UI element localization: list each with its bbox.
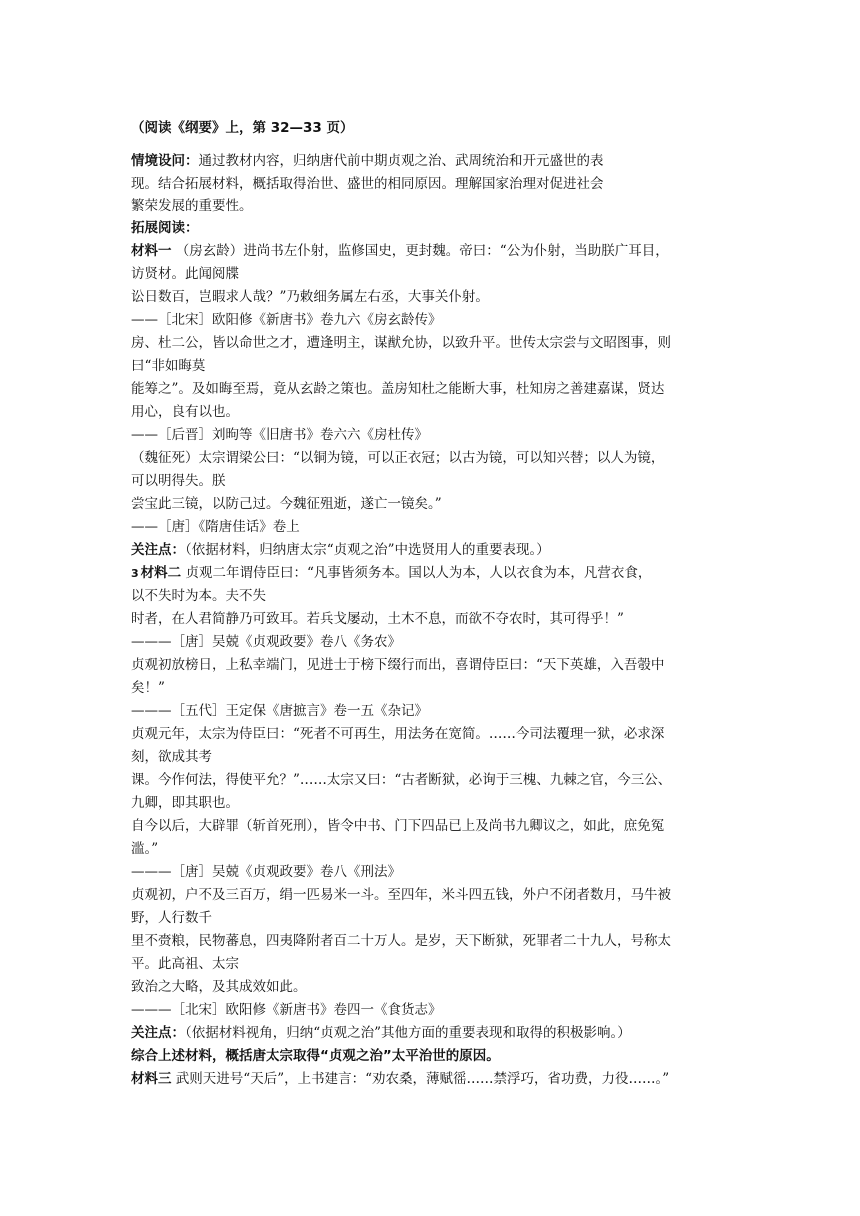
material1-source-1: ——［北宋］欧阳修《新唐书》卷九六《房玄龄传》 xyxy=(131,312,442,328)
material2-source-4: ———［北宋］欧阳修《新唐书》卷四一《食货志》 xyxy=(131,1002,442,1018)
material2-source-3: ———［唐］吴兢《贞观政要》卷八《刑法》 xyxy=(131,864,401,880)
material3-label: 材料三 xyxy=(131,1071,172,1087)
material2-line-8: 课。今作何法，得使平允？”……太宗又曰：“古者断狱，必询于三槐、九棘之官，今三公、 xyxy=(131,772,672,788)
material2-line-13: 野，人行数千 xyxy=(131,910,212,926)
material2-text-1: 贞观二年谓侍臣曰：“凡事皆须务本。国以人为本，人以衣食为本，凡营衣食， xyxy=(181,565,652,581)
material1-line-8: （魏征死）太宗谓梁公曰：“以铜为镜，可以正衣冠；以古为镜，可以知兴替；以人为镜， xyxy=(131,450,665,466)
material1-line-5: 曰“非如晦莫 xyxy=(131,358,206,374)
material1-line-6: 能筹之”。及如晦至焉，竟从玄龄之策也。盖房知杜之能断大事，杜知房之善建嘉谋，贤达 xyxy=(131,381,665,397)
material2-line-5: 矣！” xyxy=(131,680,165,696)
material2-label: 材料二 xyxy=(140,565,182,581)
material2-line-6: 贞观元年，太宗为侍臣曰：“死者不可再生，用法务在宽简。……今司法覆理一狱，必求深 xyxy=(131,726,665,742)
material1-line-4: 房、杜二公，皆以命世之才，遭逢明主，谋猷允协，以致升平。世传太宗尝与文昭图事，则 xyxy=(131,335,671,351)
material2-line-16: 致治之大略，及其成效如此。 xyxy=(131,979,307,995)
focus1-label: 关注点： xyxy=(131,542,185,558)
material2-line-9: 九卿，即其职也。 xyxy=(131,795,239,811)
summary-question: 综合上述材料，概括唐太宗取得“贞观之治”太平治世的原因。 xyxy=(131,1048,500,1064)
focus1-line xyxy=(131,540,550,560)
material2-line-12: 贞观初，户不及三百万，绢一匹易米一斗。至四年，米斗四五钱，外户不闭者数月，马牛被 xyxy=(131,887,671,903)
material1-source-2: ——［后晋］刘昫等《旧唐书》卷六六《房杜传》 xyxy=(131,427,428,443)
material2-line-1 xyxy=(131,563,651,584)
material1-line-9: 可以明得失。朕 xyxy=(131,473,226,489)
intro-line-3: 繁荣发展的重要性。 xyxy=(131,198,253,214)
focus2-label: 关注点： xyxy=(131,1025,185,1041)
material2-source-1: ———［唐］吴兢《贞观政要》卷八《务农》 xyxy=(131,634,401,650)
intro-text-1: 通过教材内容，归纳唐代前中期贞观之治、武周统治和开元盛世的表 xyxy=(198,153,604,169)
material1-line-2: 访贤材。此闻阅牒 xyxy=(131,266,239,282)
focus2-text: （依据材料视角，归纳“贞观之治”其他方面的重要表现和取得的积极影响。） xyxy=(185,1025,631,1041)
focus2-line xyxy=(131,1023,631,1043)
material1-line-3: 讼日数百，岂暇求人哉？”乃敕细务属左右丞，大事关仆射。 xyxy=(131,289,489,305)
material2-line-15: 平。此高祖、太宗 xyxy=(131,956,239,972)
material3-text: 武则天进号“天后”，上书建言：“劝农桑，薄赋徭……禁浮巧，省功费，力役……。” xyxy=(171,1071,670,1087)
focus1-text: （依据材料，归纳唐太宗“贞观之治”中选贤用人的重要表现。） xyxy=(185,542,550,558)
material2-line-7: 刻，欲成其考 xyxy=(131,749,212,765)
material1-label: 材料一 xyxy=(131,243,172,259)
material2-source-2: ———［五代］王定保《唐摭言》卷一五《杂记》 xyxy=(131,703,428,719)
material1-line-7: 用心，良有以也。 xyxy=(131,404,239,420)
material2-line-2: 以不失时为本。夫不失 xyxy=(131,588,266,604)
material2-line-4: 贞观初放榜日，上私幸端门，见进士于榜下缀行而出，喜谓侍臣曰：“天下英雄，入吾彀中 xyxy=(131,657,665,673)
intro-line-2: 现。结合拓展材料，概括取得治世、盛世的相同原因。理解国家治理对促进社会 xyxy=(131,176,604,192)
material2-line-11: 滥。” xyxy=(131,841,159,857)
material2-line-14: 里不赍粮，民物蕃息，四夷降附者百二十万人。是岁，天下断狱，死罪者二十九人，号称太 xyxy=(131,933,671,949)
material2-line-10: 自今以后，大辟罪（斩首死刑），皆令中书、门下四品已上及尚书九卿议之，如此，庶免冤 xyxy=(131,818,665,834)
material2-number: 3 xyxy=(131,567,139,580)
intro-label: 情境设问： xyxy=(131,153,199,169)
extended-reading-label: 拓展阅读： xyxy=(131,220,199,236)
material2-line-3: 时者，在人君简静乃可致耳。若兵戈屡动，土木不息，而欲不夺农时，其可得乎！” xyxy=(131,611,624,627)
material1-source-3: ——［唐］《隋唐佳话》卷上 xyxy=(131,519,300,535)
material1-line-10: 尝宝此三镜，以防己过。今魏征殂逝，遂亡一镜矣。” xyxy=(131,496,442,512)
reading-heading: （阅读《纲要》上，第 32—33 页） xyxy=(131,120,354,136)
material1-line-1 xyxy=(131,241,669,261)
material1-text-1: （房玄龄）进尚书左仆射，监修国史，更封魏。帝曰：“公为仆射，当助朕广耳目， xyxy=(171,243,669,259)
intro-line-1 xyxy=(131,151,604,171)
material3-line-1 xyxy=(131,1069,669,1089)
